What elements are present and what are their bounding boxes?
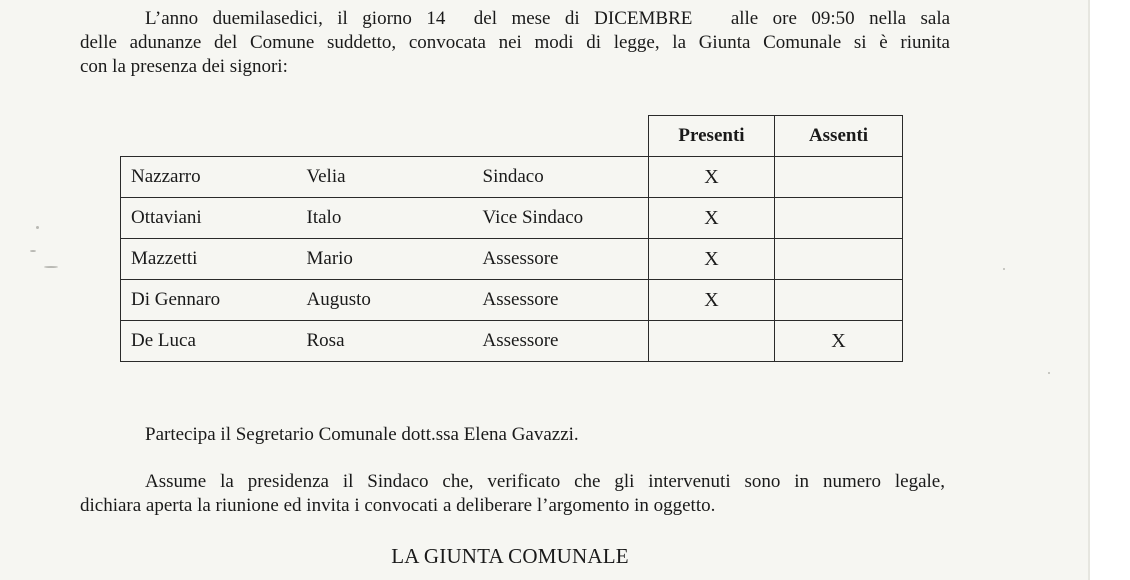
present-mark: X: [649, 239, 775, 280]
meeting-time: 09:50: [811, 8, 855, 29]
presidency-text-1: Assume la presidenza il Sindaco che, verificato che gli intervenuti sono in numero legale,: [145, 471, 945, 492]
table-row: [121, 280, 903, 321]
member-surname: De Luca: [121, 321, 297, 362]
header-spacer: [473, 116, 649, 157]
present-mark: X: [649, 198, 775, 239]
intro-text-b: del mese di: [473, 8, 580, 29]
intro-paragraph: [80, 7, 950, 79]
member-name: Velia: [297, 157, 473, 198]
presidency-paragraph: [80, 470, 945, 518]
presidency-line-1: [80, 470, 945, 494]
intro-text-a: L’anno duemilasedici, il giorno: [145, 8, 412, 29]
table-row: [121, 198, 903, 239]
member-role: Assessore: [473, 280, 649, 321]
present-mark: X: [649, 280, 775, 321]
intro-line-3: con la presenza dei signori:: [80, 56, 288, 77]
presidency-line-2: dichiara aperta la riunione ed invita i convocati a deliberare l’argomento in oggetto.: [80, 495, 716, 516]
member-name: Mario: [297, 239, 473, 280]
scan-speck: [1048, 372, 1050, 374]
member-surname: Mazzetti: [121, 239, 297, 280]
scan-speck: [36, 226, 39, 229]
absent-mark: [775, 198, 903, 239]
header-absent: Assenti: [775, 116, 903, 157]
scan-speck: [44, 266, 58, 268]
member-role: Assessore: [473, 239, 649, 280]
table-row: [121, 157, 903, 198]
member-name: Augusto: [297, 280, 473, 321]
member-surname: Di Gennaro: [121, 280, 297, 321]
member-role: Sindaco: [473, 157, 649, 198]
intro-line-2: delle adunanze del Comune suddetto, convocata nei modi di legge, la Giunta Comunale si è riunita: [80, 32, 950, 53]
attendance-header-row: [121, 116, 903, 157]
present-mark: [649, 321, 775, 362]
absent-mark: [775, 280, 903, 321]
member-name: Rosa: [297, 321, 473, 362]
present-mark: X: [649, 157, 775, 198]
meeting-month: DICEMBRE: [594, 8, 693, 29]
participation-paragraph: Partecipa il Segretario Comunale dott.ssa Elena Gavazzi.: [145, 424, 579, 445]
scanner-margin: [1090, 0, 1130, 580]
scan-speck: [1003, 268, 1005, 270]
member-surname: Nazzarro: [121, 157, 297, 198]
header-spacer: [297, 116, 473, 157]
absent-mark: X: [775, 321, 903, 362]
table-row: [121, 321, 903, 362]
table-row: [121, 239, 903, 280]
intro-line-1: [80, 7, 950, 31]
intro-text-d: nella sala: [869, 8, 951, 29]
member-surname: Ottaviani: [121, 198, 297, 239]
header-spacer: [121, 116, 297, 157]
member-name: Italo: [297, 198, 473, 239]
member-role: Vice Sindaco: [473, 198, 649, 239]
section-title: LA GIUNTA COMUNALE: [391, 544, 629, 568]
absent-mark: [775, 239, 903, 280]
intro-text-c: alle ore: [730, 8, 797, 29]
attendance-table: [120, 115, 903, 362]
scan-speck: [30, 250, 36, 252]
header-present: Presenti: [649, 116, 775, 157]
absent-mark: [775, 157, 903, 198]
member-role: Assessore: [473, 321, 649, 362]
meeting-day: 14: [426, 8, 446, 29]
